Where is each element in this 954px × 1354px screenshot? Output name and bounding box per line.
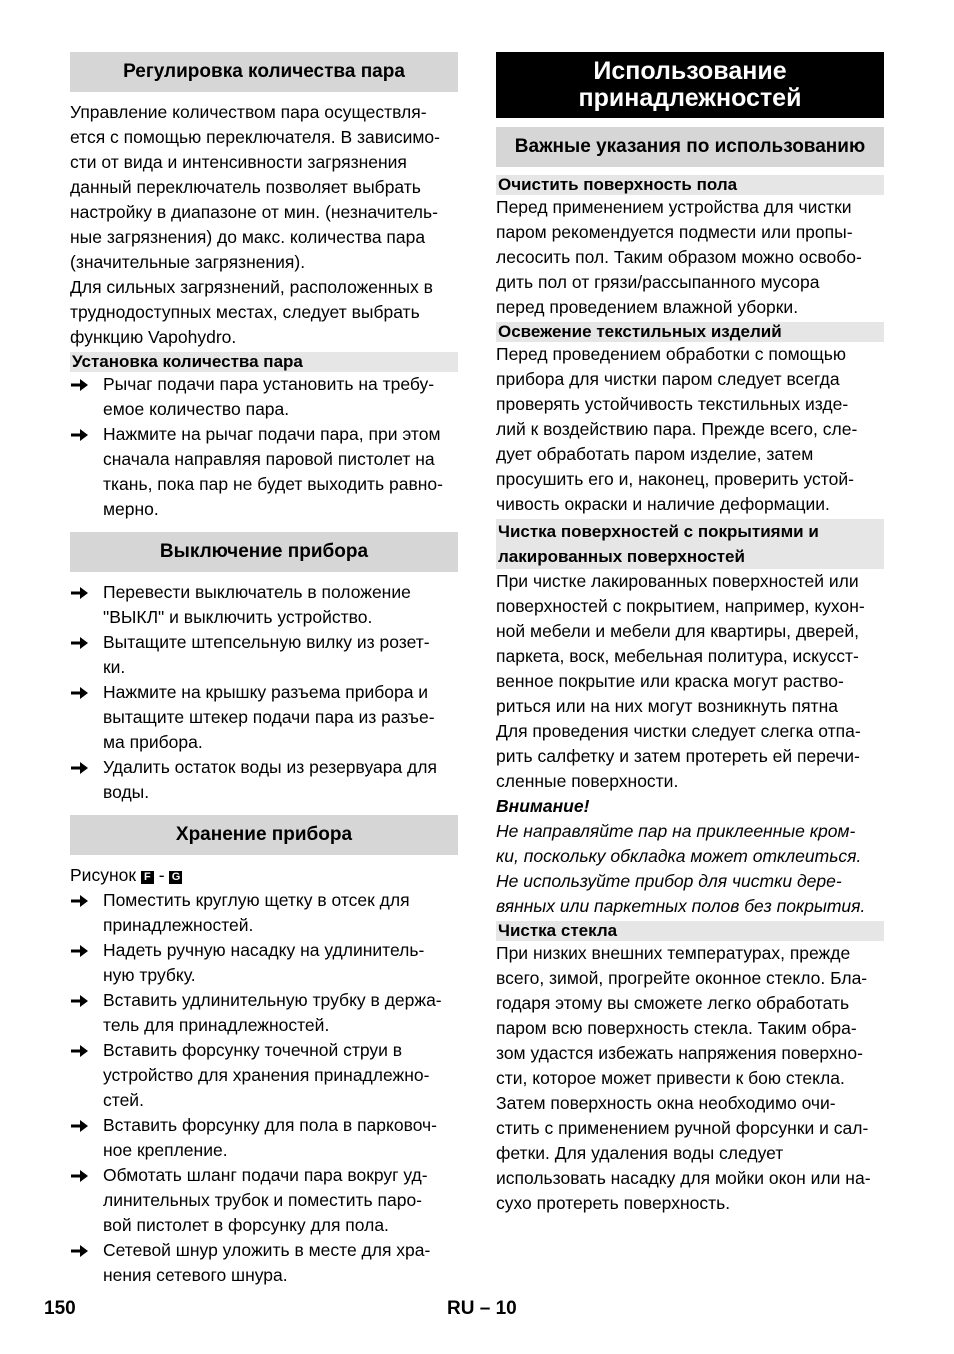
steam-regulation-heading: Регулировка количества пара — [70, 52, 458, 92]
list-item-line: Нажмите на рычаг подачи пара, при этом — [103, 424, 441, 444]
section-label: RU – 10 — [447, 1298, 517, 1319]
text-line: Управление количеством пара осуществля- — [70, 102, 427, 122]
list-item — [70, 580, 458, 630]
arrow-right-icon — [71, 995, 88, 1007]
list-item-line: ма прибора. — [103, 732, 203, 752]
list-item-line: ную трубку. — [103, 965, 196, 985]
list-item-line: сначала направляя паровой пистолет на — [103, 449, 435, 469]
list-item-line: линительных трубок и поместить паро- — [103, 1190, 422, 1210]
arrow-right-icon — [71, 1045, 88, 1057]
text-line: просушить его и, наконец, проверить устой- — [496, 469, 854, 489]
text-line: паркета, воск, мебельная политура, искусст- — [496, 646, 859, 666]
textiles-heading: Освежение текстильных изделий — [496, 322, 884, 342]
text-line: паром всю поверхность стекла. Таким обра- — [496, 1018, 857, 1038]
text-line: Затем поверхность окна необходимо очи- — [496, 1093, 836, 1113]
text-line: труднодоступных местах, следует выбрать — [70, 302, 420, 322]
list-item-line: Вставить форсунку точечной струи в — [103, 1040, 403, 1060]
warning-line: Не направляйте пар на приклеенные кром- — [496, 821, 856, 841]
text-line: перед проведением влажной уборки. — [496, 297, 799, 317]
text-line: зом удастся избежать напряжения поверхно- — [496, 1043, 863, 1063]
text-line: сти от вида и интенсивности загрязнения — [70, 152, 407, 172]
list-item — [70, 680, 458, 755]
list-item-line: тель для принадлежностей. — [103, 1015, 330, 1035]
list-item — [70, 1038, 458, 1113]
storage-list — [70, 888, 458, 1288]
list-item — [70, 755, 458, 805]
text-line: проверять устойчивость текстильных изде- — [496, 394, 849, 414]
text-line: чивость окраски и наличие деформации. — [496, 494, 830, 514]
right-column — [496, 52, 884, 1216]
text-line: всего, зимой, прогрейте оконное стекло. Бла- — [496, 968, 868, 988]
list-item-line: воды. — [103, 782, 150, 802]
warning-line: Не используйте прибор для чистки дере- — [496, 871, 842, 891]
storage-heading: Хранение прибора — [70, 815, 458, 855]
text-line: ной мебели и мебели для квартиры, дверей, — [496, 621, 860, 641]
list-item — [70, 938, 458, 988]
list-item — [70, 988, 458, 1038]
figure-badge-g: G — [169, 871, 182, 884]
arrow-right-icon — [71, 587, 88, 599]
text-line: прибора для чистки паром следует всегда — [496, 369, 840, 389]
arrow-right-icon — [71, 687, 88, 699]
text-line: сухо протереть поверхность. — [496, 1193, 731, 1213]
arrow-right-icon — [71, 895, 88, 907]
coated-surfaces-text — [496, 569, 884, 919]
text-line: ные загрязнения) до макс. количества пара — [70, 227, 426, 247]
text-line: стить с применением ручной форсунки и сал- — [496, 1118, 869, 1138]
text-line: Перед проведением обработки с помощью — [496, 344, 846, 364]
list-item-line: Нажмите на крышку разъема прибора и — [103, 682, 429, 702]
warning-label: Внимание! — [496, 796, 590, 816]
shutdown-list — [70, 580, 458, 805]
heading-line: принадлежностей — [578, 84, 802, 112]
list-item-line: Поместить круглую щетку в отсек для — [103, 890, 410, 910]
figure-reference — [70, 863, 458, 888]
list-item-line: вой пистолет в форсунку для пола. — [103, 1215, 389, 1235]
text-line: паром рекомендуется подмести или пропы- — [496, 222, 853, 242]
coated-surfaces-heading — [496, 519, 884, 569]
list-item — [70, 630, 458, 680]
list-item-line: Удалить остаток воды из резервуара для — [103, 757, 437, 777]
list-item — [70, 888, 458, 938]
figure-label: Рисунок — [70, 865, 137, 885]
page-number: 150 — [44, 1298, 76, 1319]
text-line: использовать насадку для мойки окон или на- — [496, 1168, 871, 1188]
text-line: риться или на них могут возникнуть пятна — [496, 696, 838, 716]
arrow-right-icon — [71, 762, 88, 774]
arrow-right-icon — [71, 637, 88, 649]
text-line: сленные поверхности. — [496, 771, 679, 791]
text-line: лесосить пол. Таким образом можно освобо- — [496, 247, 862, 267]
text-line: Для сильных загрязнений, расположенных в — [70, 277, 433, 297]
text-line: ется с помощью переключателя. В зависимо- — [70, 127, 440, 147]
heading-line: лакированных поверхностей — [498, 547, 745, 566]
list-item-line: емое количество пара. — [103, 399, 290, 419]
left-column — [70, 52, 458, 1288]
steam-setting-heading: Установка количества пара — [70, 352, 458, 372]
shutdown-heading: Выключение прибора — [70, 532, 458, 572]
text-line: функцию Vapohydro. — [70, 327, 237, 347]
heading-line: Чистка поверхностей с покрытиями и — [498, 522, 819, 541]
textiles-text — [496, 342, 884, 517]
steam-setting-list — [70, 372, 458, 522]
list-item — [70, 1238, 458, 1288]
list-item-line: Рычаг подачи пара установить на требу- — [103, 374, 435, 394]
floor-text — [496, 195, 884, 320]
text-line: дует обработать паром изделие, затем — [496, 444, 814, 464]
list-item-line: вытащите штекер подачи пара из разъе- — [103, 707, 435, 727]
list-item-line: стей. — [103, 1090, 144, 1110]
heading-line: Использование — [593, 57, 787, 85]
list-item — [70, 1163, 458, 1238]
list-item-line: Перевести выключатель в положение — [103, 582, 411, 602]
text-line: венное покрытие или краска могут раство- — [496, 671, 844, 691]
list-item-line: нения сетевого шнура. — [103, 1265, 288, 1285]
list-item-line: Вставить форсунку для пола в парковоч- — [103, 1115, 438, 1135]
list-item-line: Вытащите штепсельную вилку из розет- — [103, 632, 430, 652]
list-item-line: "ВЫКЛ" и выключить устройство. — [103, 607, 373, 627]
floor-heading: Очистить поверхность пола — [496, 175, 884, 195]
list-item-line: ткань, пока пар не будет выходить равно- — [103, 474, 443, 494]
arrow-right-icon — [71, 1170, 88, 1182]
list-item-line: ки. — [103, 657, 126, 677]
list-item-line: принадлежностей. — [103, 915, 254, 935]
text-line: При низких внешних температурах, прежде — [496, 943, 851, 963]
list-item-line: Сетевой шнур уложить в месте для хра- — [103, 1240, 431, 1260]
arrow-right-icon — [71, 1245, 88, 1257]
list-item-line: Надеть ручную насадку на удлинитель- — [103, 940, 425, 960]
list-item-line: Вставить удлинительную трубку в держа- — [103, 990, 442, 1010]
list-item — [70, 422, 458, 522]
steam-regulation-text — [70, 100, 458, 350]
important-notes-heading: Важные указания по использованию — [496, 127, 884, 167]
glass-text — [496, 941, 884, 1216]
arrow-right-icon — [71, 379, 88, 391]
figure-badge-f: F — [141, 871, 154, 884]
list-item — [70, 1113, 458, 1163]
text-line: дить пол от грязи/рассыпанного мусора — [496, 272, 820, 292]
text-line: лий к воздействию пара. Прежде всего, сле- — [496, 419, 858, 439]
list-item-line: устройство для хранения принадлежно- — [103, 1065, 430, 1085]
text-line: рить салфетку и затем протереть ей перечи- — [496, 746, 860, 766]
text-line: (значительные загрязнения). — [70, 252, 306, 272]
glass-heading: Чистка стекла — [496, 921, 884, 941]
accessories-main-heading — [496, 52, 884, 118]
text-line: настройку в диапазоне от мин. (незначитель- — [70, 202, 438, 222]
figure-separator: - — [158, 865, 165, 885]
text-line: При чистке лакированных поверхностей или — [496, 571, 859, 591]
text-line: поверхностей с покрытием, например, кухон- — [496, 596, 865, 616]
list-item — [70, 372, 458, 422]
text-line: фетки. Для удаления воды следует — [496, 1143, 784, 1163]
text-line: Перед применением устройства для чистки — [496, 197, 852, 217]
text-line: данный переключатель позволяет выбрать — [70, 177, 421, 197]
text-line: сти, которое может привести к бою стекла. — [496, 1068, 845, 1088]
warning-line: вянных или паркетных полов без покрытия. — [496, 896, 866, 916]
list-item-line: Обмотать шланг подачи пара вокруг уд- — [103, 1165, 428, 1185]
warning-line: ки, поскольку обкладка может отклеиться. — [496, 846, 862, 866]
arrow-right-icon — [71, 429, 88, 441]
text-line: Для проведения чистки следует слегка отпа- — [496, 721, 861, 741]
arrow-right-icon — [71, 1120, 88, 1132]
list-item-line: ное крепление. — [103, 1140, 228, 1160]
text-line: годаря этому вы сможете легко обработать — [496, 993, 850, 1013]
arrow-right-icon — [71, 945, 88, 957]
list-item-line: мерно. — [103, 499, 159, 519]
